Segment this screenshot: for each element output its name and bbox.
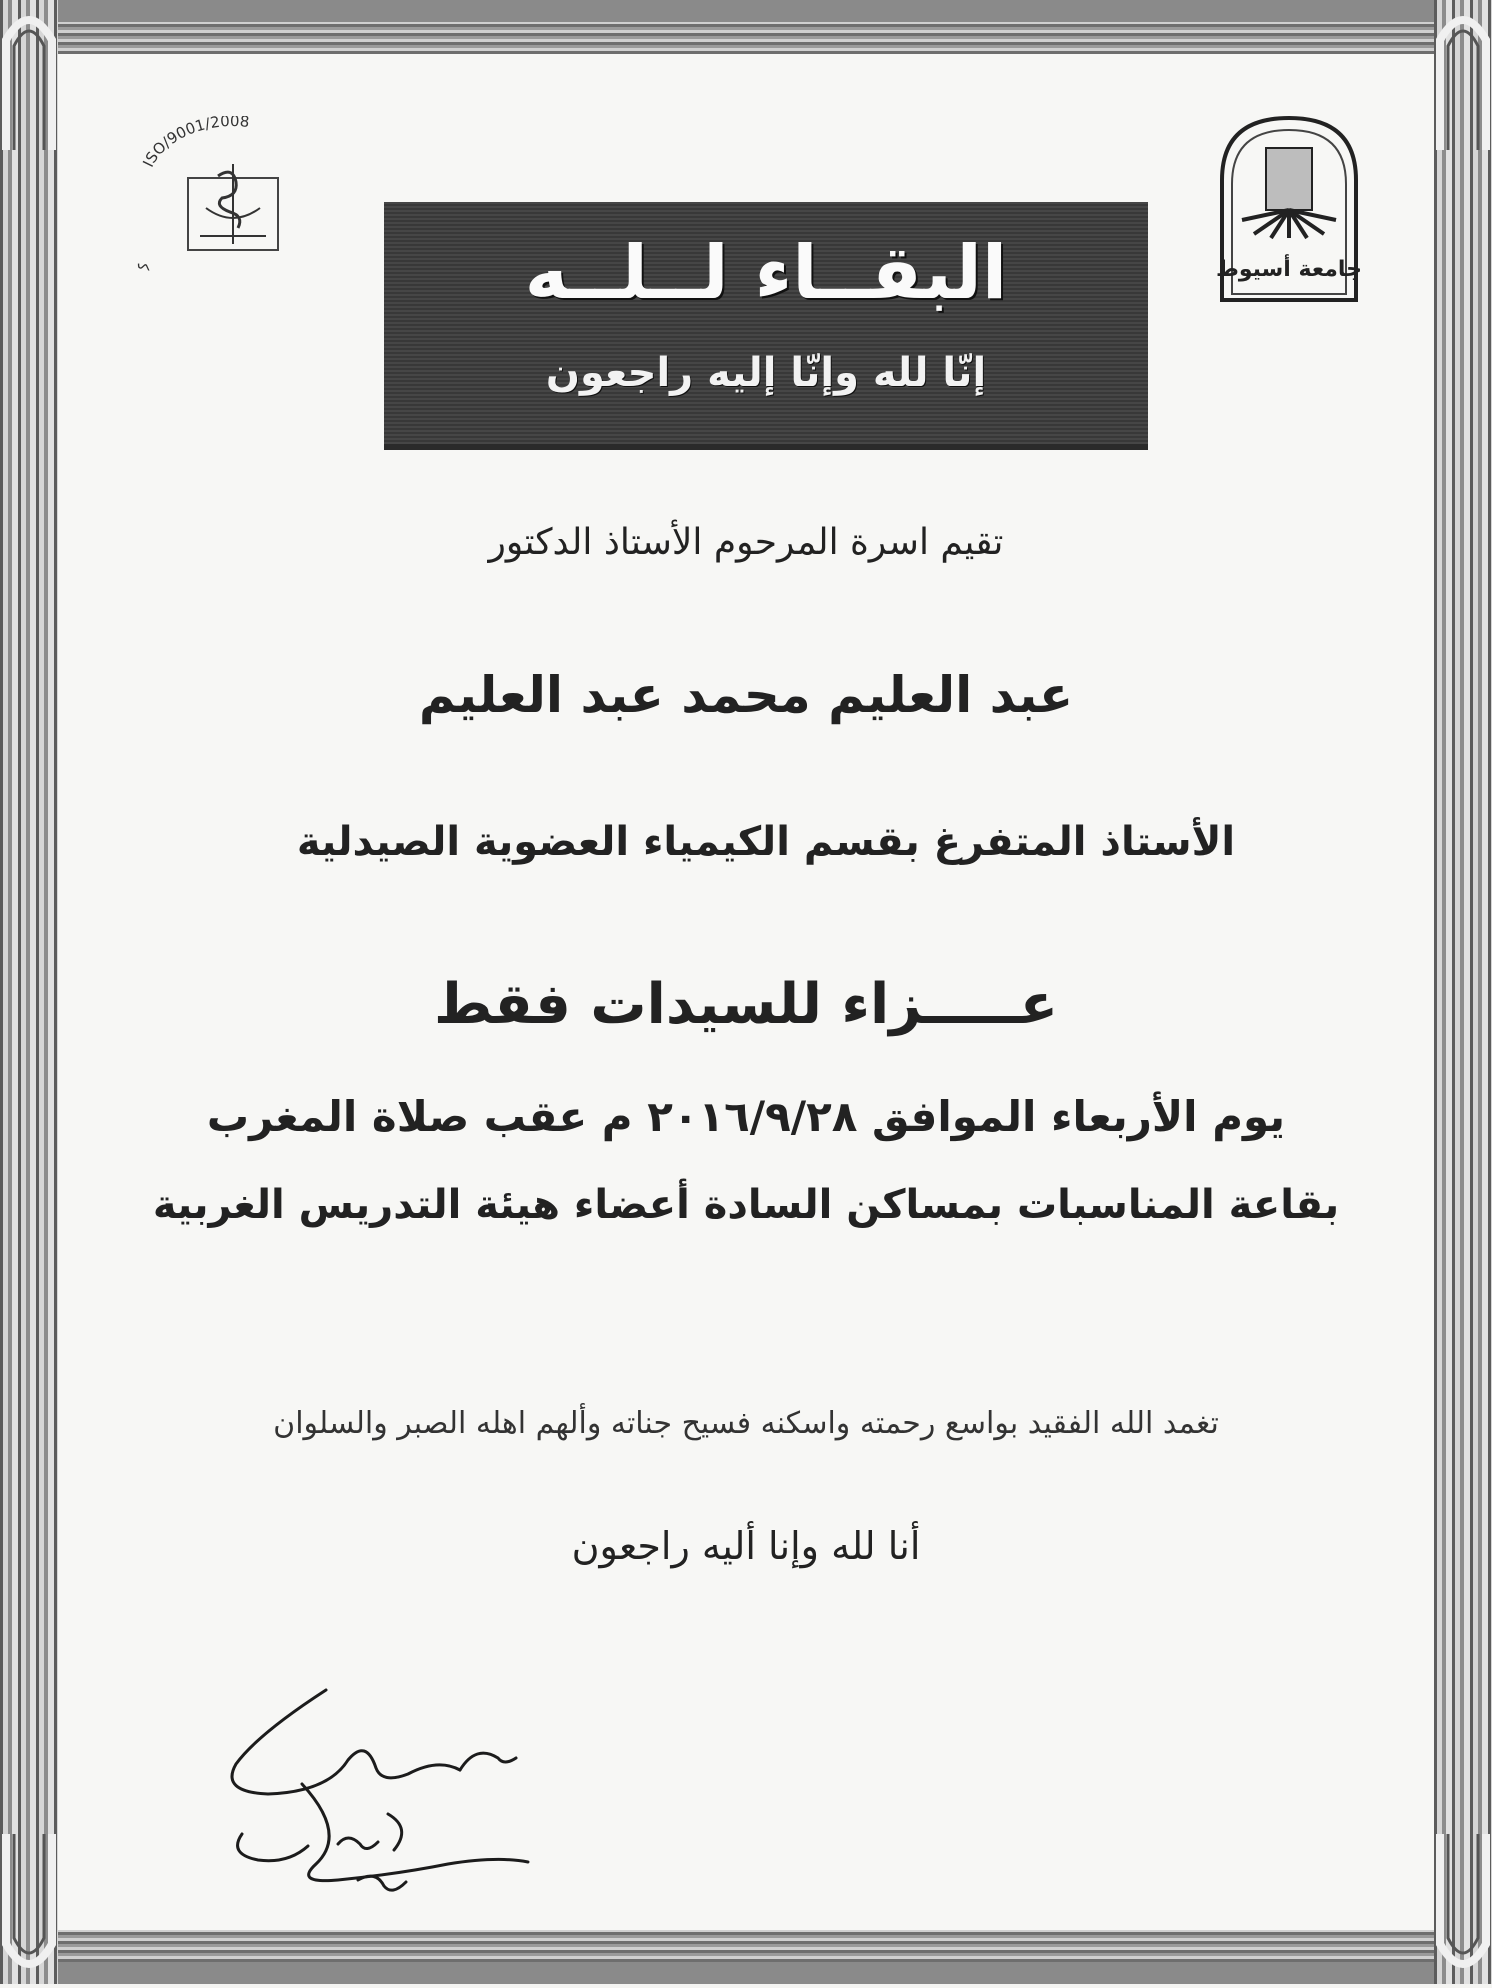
assiut-university-logo — [1214, 110, 1364, 305]
condolence-notice-page — [58, 54, 1434, 1930]
date-time-line: يوم الأربعاء الموافق ٢٠١٦/٩/٢٨ م عقب صلاة المغرب — [206, 1092, 1286, 1141]
condolence-banner — [384, 202, 1148, 450]
frame-left-border — [0, 0, 58, 1984]
venue-line: بقاعة المناسبات بمساكن السادة أعضاء هيئة التدريس الغربية — [152, 1182, 1340, 1228]
deceased-name: عبد العليم محمد عبد العليم — [418, 666, 1074, 724]
frame-right-border — [1434, 0, 1492, 1984]
iso-text-bottom: ك — [133, 263, 153, 272]
iso-certification-logo — [118, 116, 348, 316]
women-only-notice: عـــــزاء للسيدات فقط — [433, 972, 1059, 1037]
deceased-position: الأستاذ المتفرغ بقسم الكيمياء العضوية الصيدلية — [296, 819, 1236, 865]
frame-corner-ornament-bottom-right — [1434, 1834, 1492, 1984]
banner-subtitle: إنّا لله وإنّا إليه راجعون — [545, 350, 987, 396]
frame-corner-ornament-top-right — [1434, 0, 1492, 150]
svg-text:ISO/9001/2008 — [139, 116, 250, 170]
frame-bottom-border — [58, 1930, 1434, 1962]
prayer-line: تغمد الله الفقيد بواسع رحمته واسكنه فسيح جناته وألهم اهله الصبر والسلوان — [273, 1406, 1219, 1441]
approval-signature — [198, 1674, 558, 1904]
frame-corner-ornament-top-left — [0, 0, 58, 150]
banner-title: البقــاء لــلــه — [524, 230, 1008, 316]
intro-line: تقيم اسرة المرحوم الأستاذ الدكتور — [488, 522, 1004, 563]
frame-top-border — [58, 22, 1434, 54]
svg-text:كلية معتمدة من الهيئة القومية — [118, 116, 152, 272]
iso-text-top: ISO/9001/2008 — [139, 116, 251, 171]
university-logo-text: جامعة أسيوط — [1216, 257, 1362, 282]
frame-corner-ornament-bottom-left — [0, 1834, 58, 1984]
closing-verse: أنا لله وإنا أليه راجعون — [571, 1524, 921, 1568]
